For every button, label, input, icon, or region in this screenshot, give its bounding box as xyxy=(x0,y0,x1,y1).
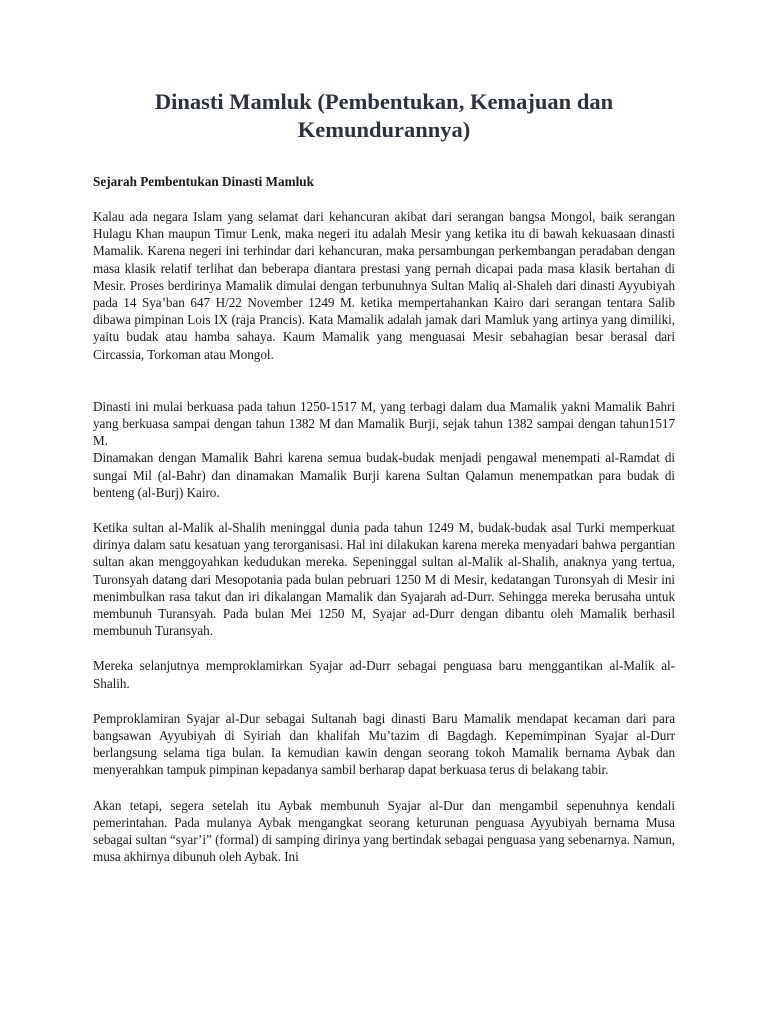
paragraph-aybak: Akan tetapi, segera setelah itu Aybak membunuh Syajar al-Dur dan mengambil sepenuhnya kendali pemerintahan. Pada mulanya Aybak mengangkat seorang keturunan penguasa Ayyubiyah bernama Musa sebagai sultan “syar’i” (formal) di samping dirinya yang bertindak sebagai penguasa yang sebenarnya. Namun, musa akhirnya dibunuh oleh Aybak. Ini xyxy=(93,797,675,865)
paragraph-proclamation: Mereka selanjutnya memproklamirkan Syajar ad-Durr sebagai penguasa baru menggantikan al-Malik al-Shalih. xyxy=(93,658,675,691)
paragraph-naming: Dinamakan dengan Mamalik Bahri karena semua budak-budak menjadi pengawal menempati al-Ramdat di sungai Mil (al-Bahr) dan dinamakan Mamalik Burji karena Sultan Qalamun menempatkan para budak di benteng (al-Burj) Kairo. xyxy=(93,450,675,500)
paragraph-sultanah: Pemproklamiran Syajar al-Dur sebagai Sultanah bagi dinasti Baru Mamalik mendapat kecaman dari para bangsawan Ayyubiyah di Syiriah dan khalifah Mu’tazim di Bagdagh. Kepemimpinan Syajar al-Durr berlangsung selama tiga bulan. Ia kemudian kawin dengan seorang tokoh Mamalik bernama Aybak dan menyerahkan tampuk pimpinan kepadanya sambil berharap dapat berkuasa terus di belakang tabir. xyxy=(93,710,675,778)
document-page xyxy=(93,88,675,866)
paragraph-dynasty-period: Dinasti ini mulai berkuasa pada tahun 1250-1517 M, yang terbagi dalam dua Mamalik yakni Mamalik Bahri yang berkuasa sampai dengan tahun 1382 M dan Mamalik Burji, sejak tahun 1382 sampai dengan tahun1517 M. xyxy=(93,398,675,449)
paragraph-sultan-death: Ketika sultan al-Malik al-Shalih meninggal dunia pada tahun 1249 M, budak-budak asal Turki memperkuat dirinya dalam satu kesatuan yang terorganisasi. Hal ini dilakukan karena mereka menyadari bahwa pergantian sultan akan menggoyahkan kedudukan mereka. Sepeninggal sultan al-Malik al-Shalih, anaknya yang tertua, Turonsyah datang dari Mesopotania pada bulan pebruari 1250 M di Mesir, kedatangan Turonsyah di Mesir ini menimbulkan rasa takut dan iri dikalangan Mamalik dan Syajarah ad-Durr. Sehingga mereka berusaha untuk membunuh Turansyah. Pada bulan Mei 1250 M, Syajar ad-Durr dengan dibantu oleh Mamalik berhasil membunuh Turansyah. xyxy=(93,520,675,639)
paragraph-intro: Kalau ada negara Islam yang selamat dari kehancuran akibat dari serangan bangsa Mongol, baik serangan Hulagu Khan maupun Timur Lenk, maka negeri itu adalah Mesir yang ketika itu di bawah kekuasaan dinasti Mamalik. Karena negeri ini terhindar dari kehancuran, maka persambungan perkembangan peradaban dengan masa klasik relatif terlihat dan beberapa diantara prestasi yang pernah dicapai pada masa klasik bertahan di Mesir. Proses berdirinya Mamalik dimulai dengan terbunuhnya Sultan Maliq al-Shaleh dari dinasti Ayyubiyah pada 14 Sya’ban 647 H/22 November 1249 M. ketika mempertahankan Kairo dari serangan tentara Salib dibawa pimpinan Lois IX (raja Prancis). Kata Mamalik adalah jamak dari Mamluk yang artinya yang dimiliki, yaitu budak atau hamba sahaya. Kaum Mamalik yang menguasai Mesir sebahagian besar berasal dari Circassia, Torkoman atau Mongol. xyxy=(93,209,675,362)
document-title: Dinasti Mamluk (Pembentukan, Kemajuan dan Kemundurannya) xyxy=(154,89,614,142)
section-heading: Sejarah Pembentukan Dinasti Mamluk xyxy=(93,174,314,189)
